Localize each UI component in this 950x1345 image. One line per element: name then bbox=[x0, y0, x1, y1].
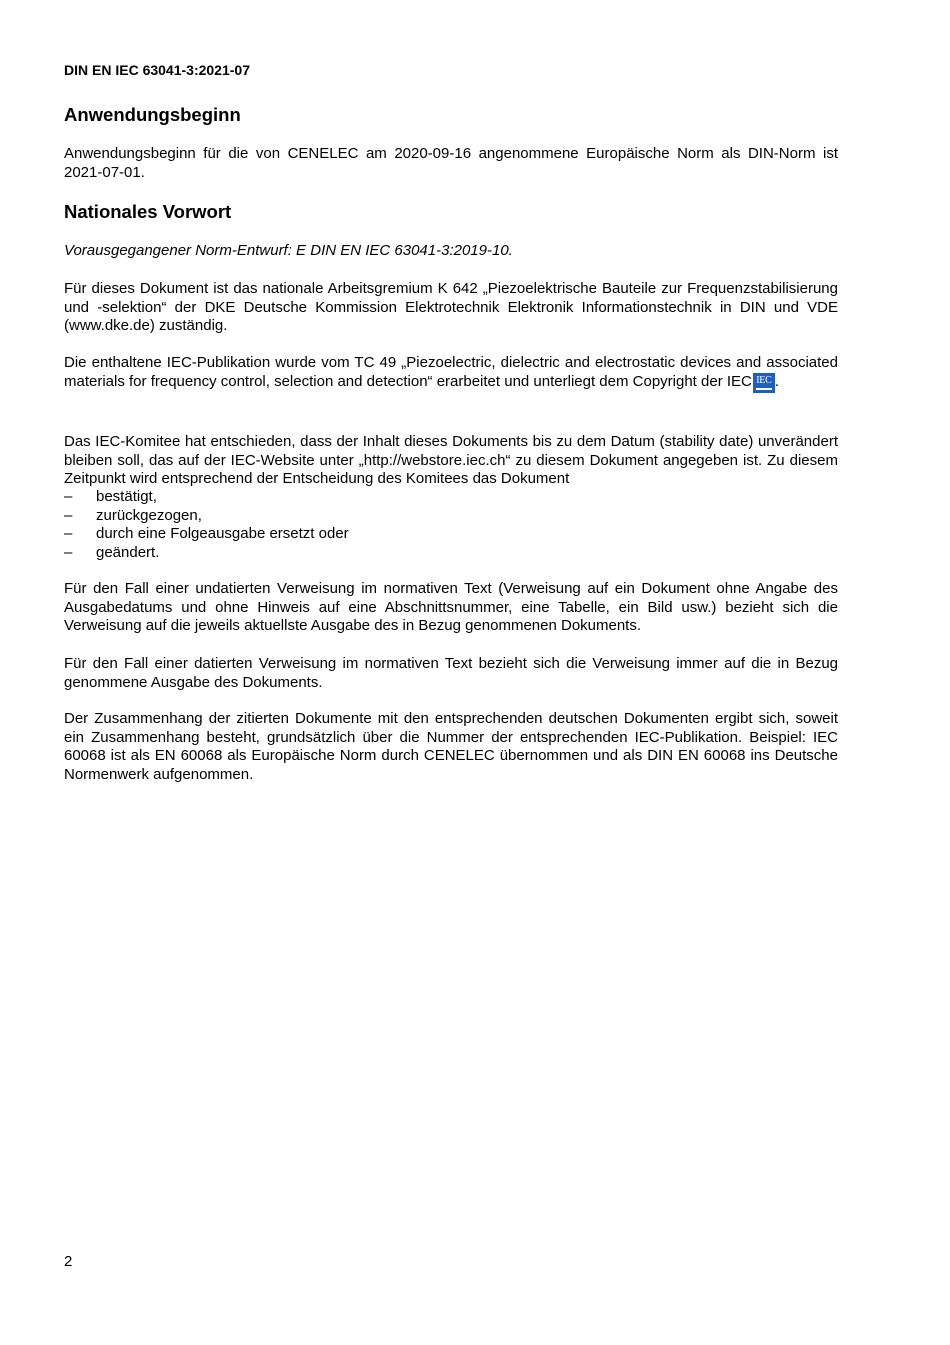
page-number: 2 bbox=[64, 1253, 73, 1270]
list-item bbox=[64, 525, 838, 544]
paragraph-anwendungsbeginn: Anwendungsbeginn für die von CENELEC am 2020-09-16 angenommene Europäische Norm als DIN-Norm ist 2021-07-01. bbox=[64, 145, 838, 181]
paragraph-prior-draft: Vorausgegangener Norm-Entwurf: E DIN EN IEC 63041-3:2019-10. bbox=[64, 242, 513, 259]
heading-anwendungsbeginn: Anwendungsbeginn bbox=[64, 104, 241, 125]
list-dash: – bbox=[64, 525, 73, 542]
document-identifier: DIN EN IEC 63041-3:2021-07 bbox=[64, 62, 250, 78]
list-item bbox=[64, 488, 838, 507]
paragraph-document-relation: Der Zusammenhang der zitierten Dokumente mit den entsprechenden deutschen Dokumenten ergibt sich, soweit ein Zusammenhang besteht, grundsätzlich über die Nummer der entsprechenden IEC-Publikation. Beispiel: IEC 60068 ist als EN 60068 als Europäische Norm durch CENELEC übernommen und als DIN EN 60068 ins Deutsche Normenwerk aufgenommen. bbox=[64, 710, 838, 783]
decision-list bbox=[64, 488, 838, 562]
list-item-text: bestätigt, bbox=[96, 488, 157, 505]
list-dash: – bbox=[64, 543, 73, 561]
list-item bbox=[64, 507, 838, 526]
paragraph-committee: Für dieses Dokument ist das nationale Arbeitsgremium K 642 „Piezoelektrische Bauteile zur Frequenzstabilisierung und -selektion“ der DKE Deutsche Kommission Elektrotechnik Elektronik Informationstechnik in DIN und VDE (www.dke.de) zuständig. bbox=[64, 280, 838, 334]
list-dash: – bbox=[64, 506, 73, 524]
list-item-text: zurückgezogen, bbox=[96, 506, 202, 524]
iec-publication-text: Die enthaltene IEC-Publikation wurde vom TC 49 „Piezoelectric, dielectric and electrostatic devices and associated materials for frequency control, selection and detection“ erarbeitet und unterliegt dem Copyright der IEC bbox=[64, 354, 838, 390]
list-item-text: geändert. bbox=[96, 543, 160, 561]
list-item-text: durch eine Folgeausgabe ersetzt oder bbox=[96, 525, 349, 542]
heading-nationales-vorwort: Nationales Vorwort bbox=[64, 201, 232, 222]
paragraph-undated-reference: Für den Fall einer undatierten Verweisung im normativen Text (Verweisung auf ein Dokument ohne Angabe des Ausgabedatums und ohne Hinweis auf eine Abschnittsnummer, eine Tabelle, ein Bild usw.) bezieht sich die Verweisung auf die jeweils aktuellste Ausgabe des in Bezug genommenen Dokuments. bbox=[64, 580, 838, 634]
paragraph-dated-reference: Für den Fall einer datierten Verweisung im normativen Text bezieht sich die Verweisung immer auf die in Bezug genommene Ausgabe des Dokuments. bbox=[64, 655, 838, 691]
iec-logo-text: IEC bbox=[756, 374, 772, 386]
iec-publication-period: . bbox=[774, 372, 780, 390]
list-item bbox=[64, 544, 838, 563]
document-page bbox=[64, 0, 838, 1345]
paragraph-iec-publication bbox=[64, 354, 838, 396]
paragraph-stability-date: Das IEC-Komitee hat entschieden, dass der Inhalt dieses Dokuments bis zu dem Datum (stability date) unverändert bleiben soll, das auf der IEC-Website unter „http://webstore.iec.ch“ zu diesem Dokument angegeben ist. Zu diesem Zeitpunkt wird entsprechend der Entscheidung des Komitees das Dokument bbox=[64, 433, 838, 487]
iec-logo-icon bbox=[753, 373, 775, 393]
list-dash: – bbox=[64, 488, 73, 505]
